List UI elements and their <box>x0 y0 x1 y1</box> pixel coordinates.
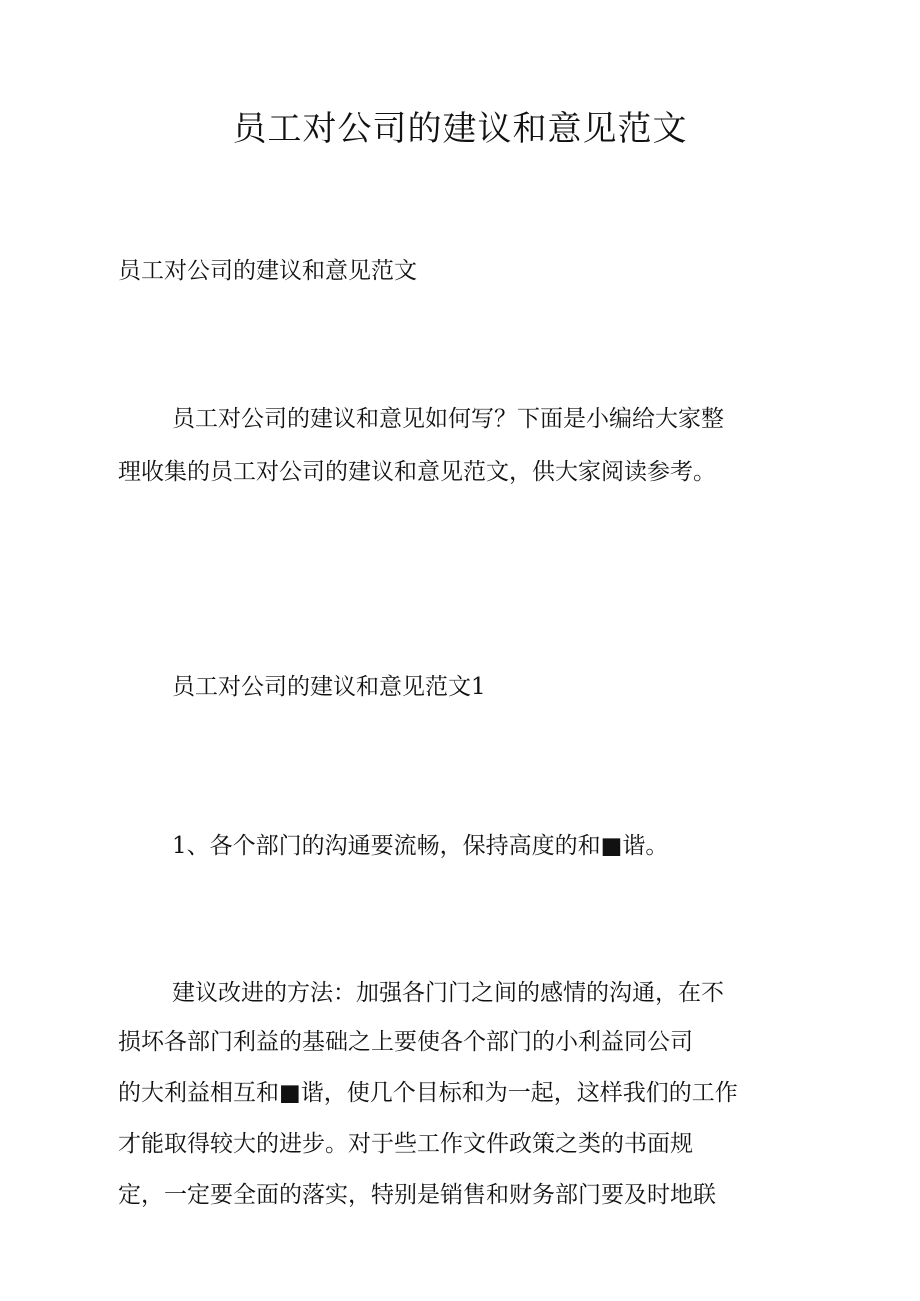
document-subtitle: 员工对公司的建议和意见范文 <box>118 258 417 284</box>
suggestion-line-5: 定，一定要全面的落实，特别是销售和财务部门要及时地联 <box>118 1182 716 1208</box>
point-1: 1、各个部门的沟通要流畅，保持高度的和■谐。 <box>172 833 669 859</box>
intro-line-1: 员工对公司的建议和意见如何写？下面是小编给大家整 <box>172 406 724 432</box>
suggestion-line-4: 才能取得较大的进步。对于些工作文件政策之类的书面规 <box>118 1131 693 1157</box>
page-title: 员工对公司的建议和意见范文 <box>232 109 688 149</box>
suggestion-line-2: 损坏各部门利益的基础之上要使各个部门的小利益同公司 <box>118 1029 693 1055</box>
section-heading: 员工对公司的建议和意见范文1 <box>172 674 486 700</box>
suggestion-line-1: 建议改进的方法：加强各门门之间的感情的沟通，在不 <box>172 980 724 1006</box>
intro-line-2: 理收集的员工对公司的建议和意见范文，供大家阅读参考。 <box>118 459 716 485</box>
suggestion-line-3: 的大利益相互和■谐，使几个目标和为一起，这样我们的工作 <box>118 1080 738 1106</box>
